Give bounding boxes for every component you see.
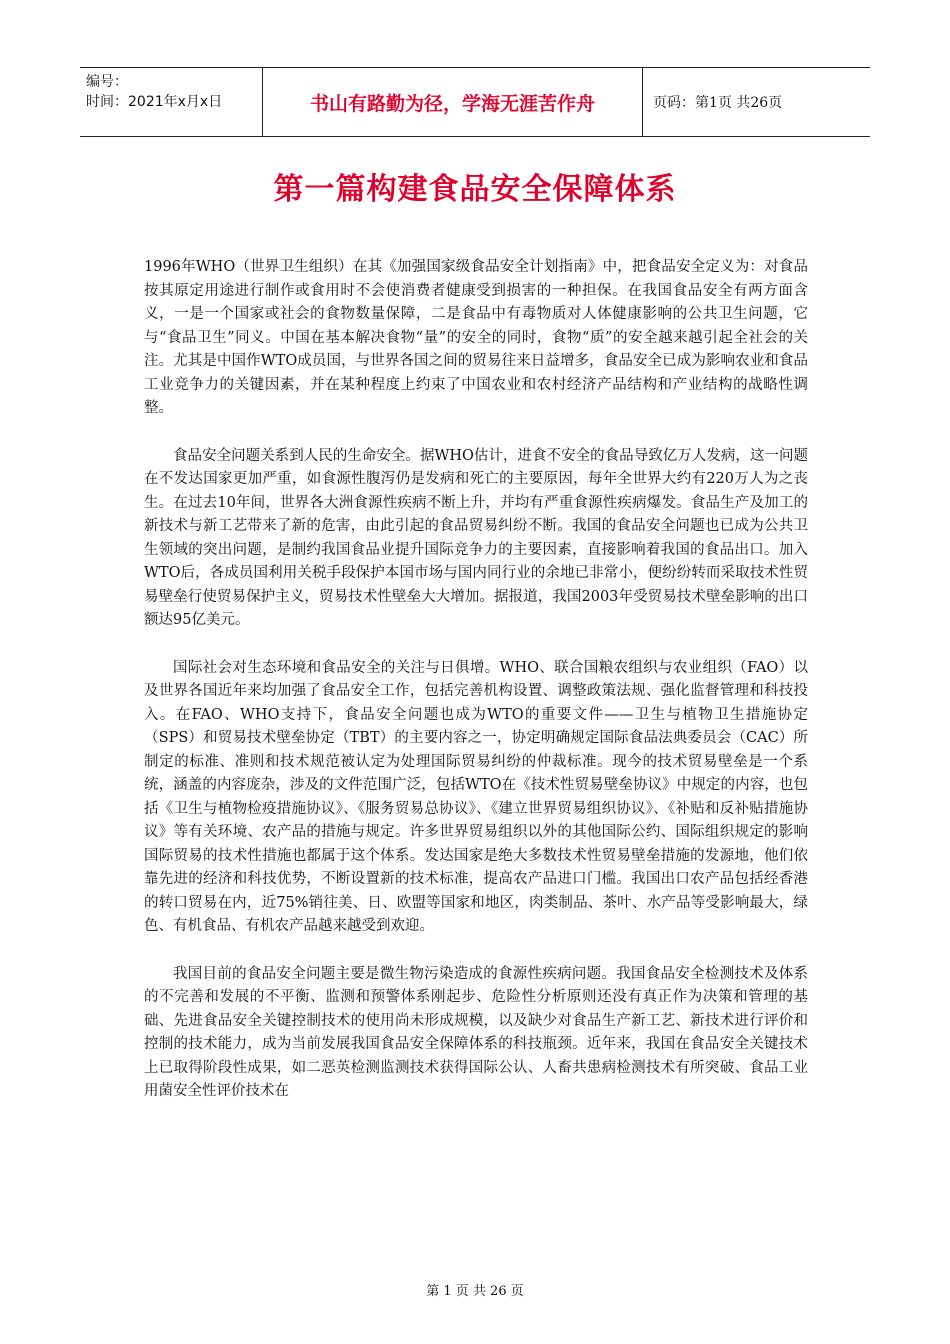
time-label: 时间：2021年x月x日 bbox=[86, 94, 223, 110]
paragraph: 我国目前的食品安全问题主要是微生物污染造成的食源性疾病问题。我国食品安全检测技术及体系的不完善和发展的不平衡、监测和预警体系刚起步、危险性分析原则还没有真正作为决策和管理的基础、先进食品安全关键控制技术的使用尚未形成规模，以及缺少对食品生产新工艺、新技术进行评价和控制的技术能力，成为当前发展我国食品安全保障体系的科技瓶颈。近年来，我国在食品安全关键技术上已取得阶段性成果，如二恶英检测监测技术获得国际公认、人畜共患病检测技术有所突破、食品工业用菌安全性评价技术在 bbox=[144, 965, 808, 1099]
header-motto: 书山有路勤为径，学海无涯苦作舟 bbox=[263, 68, 643, 136]
paragraph: 国际社会对生态环境和食品安全的关注与日俱增。WHO、联合国粮农组织与农业组织（FAO）以及世界各国近年来均加强了食品安全工作，包括完善机构设置、调整政策法规、强化监督管理和科技投入。在FAO、WHO支持下，食品安全问题也成为WTO的重要文件——卫生与植物卫生措施协定（SPS）和贸易技术壁垒协定（TBT）的主要内容之一，协定明确规定国际食品法典委员会（CAC）所制定的标准、准则和技术规范被认定为处理国际贸易纠纷的仲裁标准。现今的技术贸易壁垒是一个系统，涵盖的内容庞杂，涉及的文件范围广泛，包括WTO在《技术性贸易壁垒协议》中规定的内容，也包括《卫生与植物检疫措施协议》、《服务贸易总协议》、《建立世界贸易组织协议》、《补贴和反补贴措施协议》等有关环境、农产品的措施与规定。许多世界贸易组织以外的其他国际公约、国际组织规定的影响国际贸易的技术性措施也都属于这个体系。发达国家是绝大多数技术性贸易壁垒措施的发源地，他们依靠先进的经济和科技优势，不断设置新的技术标准，提高农产品进口门槛。我国出口农产品包括经香港的转口贸易在内，近75%销往美、日、欧盟等国家和地区，肉类制品、茶叶、水产品等受影响最大，绿色、有机食品、有机农产品越来越受到欢迎。 bbox=[144, 659, 808, 934]
header-meta bbox=[80, 68, 263, 136]
header-page-info: 页码：第1页 共26页 bbox=[653, 95, 783, 111]
page-footer: 第 1 页 共 26 页 bbox=[426, 1284, 524, 1299]
document-title: 第一篇构建食品安全保障体系 bbox=[273, 172, 677, 207]
header-table bbox=[80, 67, 870, 137]
paragraph: 食品安全问题关系到人民的生命安全。据WHO估计，进食不安全的食品导致亿万人发病，这一问题在不发达国家更加严重，如食源性腹泻仍是发病和死亡的主要原因，每年全世界大约有220万人为之丧生。在过去10年间，世界各大洲食源性疾病不断上升，并均有严重食源性疾病爆发。食品生产及加工的新技术与新工艺带来了新的危害，由此引起的食品贸易纠纷不断。我国的食品安全问题也已成为公共卫生领域的突出问题，是制约我国食品业提升国际竞争力的主要因素，直接影响着我国的食品出口。加入WTO后，各成员国利用关税手段保护本国市场与国内同行业的余地已非常小，便纷纷转而采取技术性贸易壁垒行使贸易保护主义，贸易技术性壁垒大大增加。据报道，我国2003年受贸易技术壁垒影响的出口额达95亿美元。 bbox=[144, 447, 808, 628]
paragraph: 1996年WHO（世界卫生组织）在其《加强国家级食品安全计划指南》中，把食品安全定义为：对食品按其原定用途进行制作或食用时不会使消费者健康受到损害的一种担保。在我国食品安全有两方面含义，一是一个国家或社会的食物数量保障，二是食品中有毒物质对人体健康影响的公共卫生问题，它与“食品卫生”同义。中国在基本解决食物“量”的安全的同时，食物“质”的安全越来越引起全社会的关注。尤其是中国作WTO成员国，与世界各国之间的贸易往来日益增多，食品安全已成为影响农业和食品工业竞争力的关键因素，并在某种程度上约束了中国农业和农村经济产品结构和产业结构的战略性调整。 bbox=[144, 259, 808, 416]
number-label: 编号： bbox=[86, 74, 128, 90]
document-body bbox=[144, 256, 808, 1128]
